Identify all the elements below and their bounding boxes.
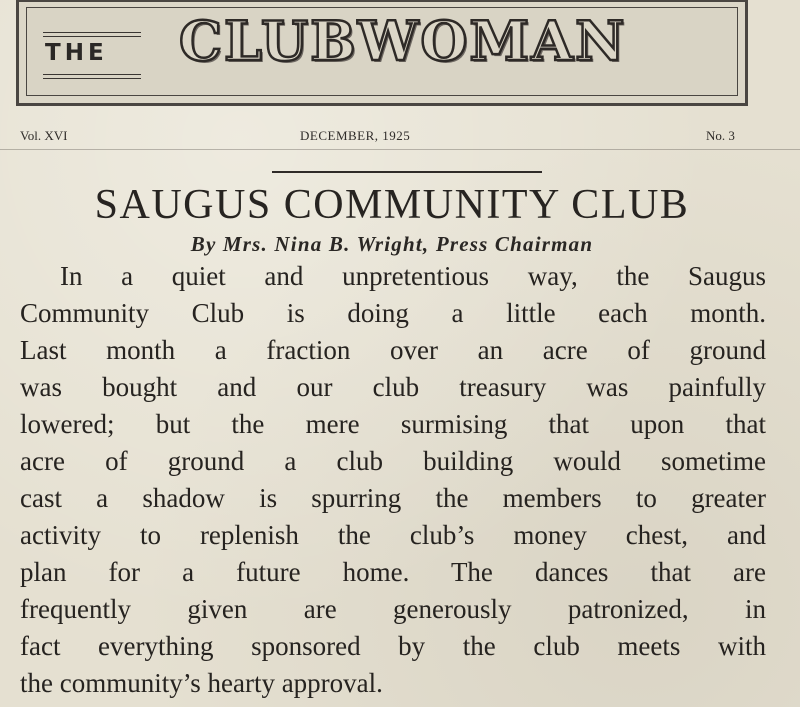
masthead-rule-bottom-2 <box>43 78 141 79</box>
masthead <box>16 0 748 106</box>
masthead-title: CLUBWOMAN <box>179 9 627 73</box>
issue-divider <box>0 149 800 150</box>
article-line: frequently given are generously patronized, in <box>20 594 766 624</box>
article-line: activity to replenish the club’s money chest, and <box>20 520 766 550</box>
masthead-prefix: THE <box>45 40 108 66</box>
article-line: Last month a fraction over an acre of ground <box>20 335 766 365</box>
article-line: was bought and our club treasury was painfully <box>20 372 766 402</box>
article-title-rule <box>272 171 542 173</box>
article-line: cast a shadow is spurring the members to greater <box>20 483 766 513</box>
article-line: Community Club is doing a little each month. <box>20 298 766 328</box>
article-byline: By Mrs. Nina B. Wright, Press Chairman <box>190 232 594 256</box>
masthead-rule-bottom <box>43 74 141 75</box>
article-line: plan for a future home. The dances that are <box>20 557 766 587</box>
article-line: In a quiet and unpretentious way, the Saugus <box>60 261 766 291</box>
masthead-rule-top-2 <box>43 36 141 37</box>
issue-volume: Vol. XVI <box>20 128 68 143</box>
article-title: SAUGUS COMMUNITY CLUB <box>94 182 690 228</box>
article-line: the community’s hearty approval. <box>20 668 383 698</box>
masthead-rule-top <box>43 32 141 33</box>
article-line: lowered; but the mere surmising that upon that <box>20 409 766 439</box>
issue-number: No. 3 <box>706 128 735 143</box>
issue-date: DECEMBER, 1925 <box>300 128 411 143</box>
article-line: fact everything sponsored by the club meets with <box>20 631 766 661</box>
article-body <box>20 258 766 702</box>
article-line: acre of ground a club building would sometime <box>20 446 766 476</box>
